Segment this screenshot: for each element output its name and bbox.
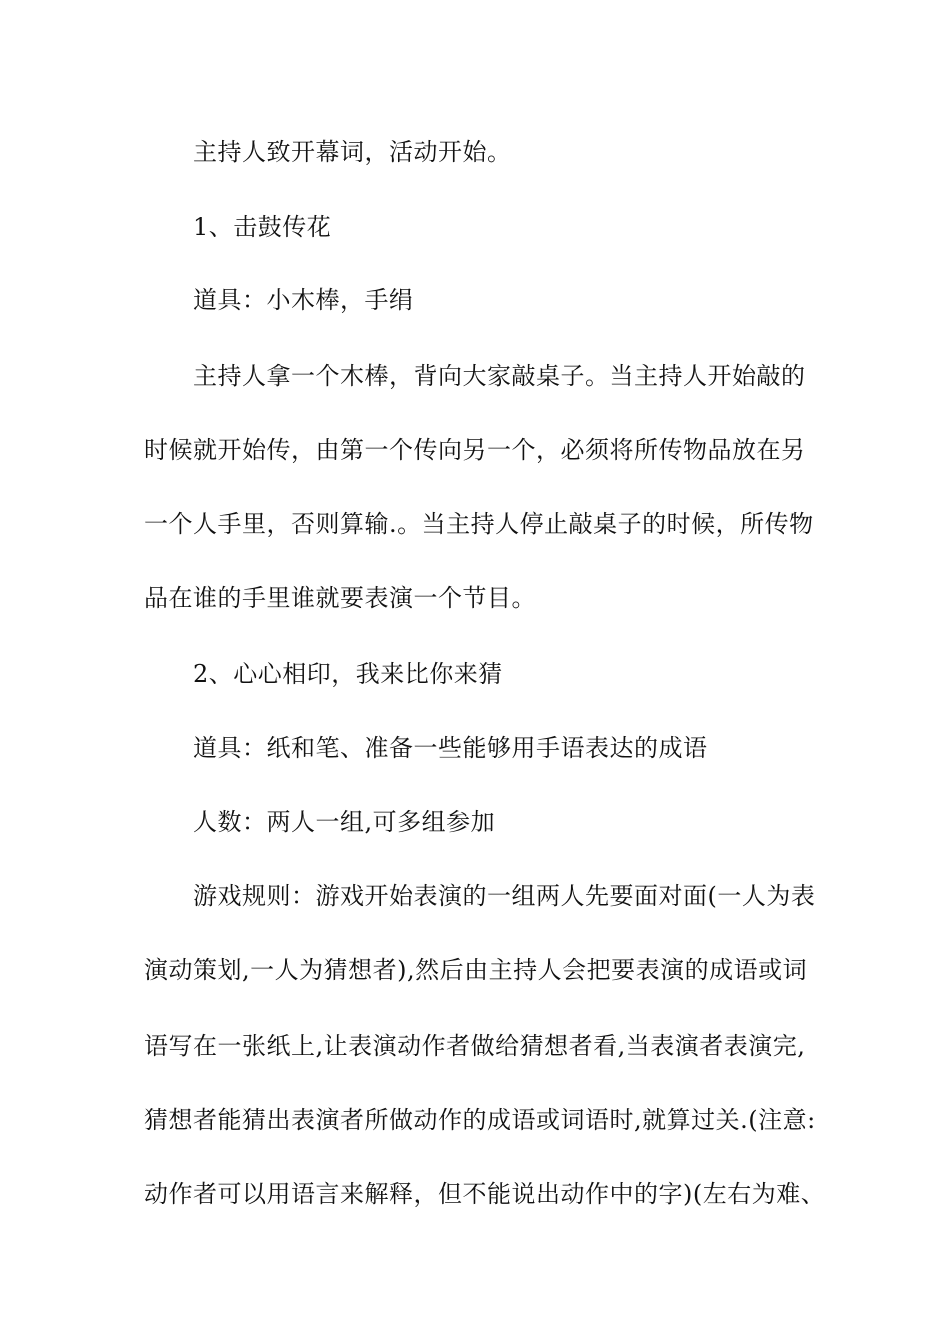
props-game-2: 道具：纸和笔、准备一些能够用手语表达的成语 <box>193 734 708 762</box>
heading-game-1: 1、击鼓传花 <box>193 213 332 241</box>
rules-game-2-line-4: 猜想者能猜出表演者所做动作的成语或词语时,就算过关.(注意: <box>144 1106 816 1134</box>
rules-game-2-line-1: 游戏规则：游戏开始表演的一组两人先要面对面(一人为表 <box>193 882 816 910</box>
players-game-2: 人数：两人一组,可多组参加 <box>193 808 496 836</box>
paragraph-game-1-line-3: 一个人手里，否则算输.。当主持人停止敲桌子的时候，所传物 <box>144 510 814 538</box>
rules-game-2-line-5: 动作者可以用语言来解释，但不能说出动作中的字)(左右为难、 <box>144 1180 826 1208</box>
rules-game-2-line-3: 语写在一张纸上,让表演动作者做给猜想者看,当表演者表演完, <box>144 1032 806 1060</box>
heading-game-2: 2、心心相印，我来比你来猜 <box>193 660 503 688</box>
paragraph-game-1-line-1: 主持人拿一个木棒，背向大家敲桌子。当主持人开始敲的 <box>193 362 806 390</box>
paragraph-game-1-line-2: 时候就开始传，由第一个传向另一个，必须将所传物品放在另 <box>144 436 806 464</box>
props-game-1: 道具：小木棒，手绢 <box>193 286 414 314</box>
rules-game-2-line-2: 演动策划,一人为猜想者),然后由主持人会把要表演的成语或词 <box>144 956 808 984</box>
paragraph-opening: 主持人致开幕词，活动开始。 <box>193 138 512 166</box>
paragraph-game-1-line-4: 品在谁的手里谁就要表演一个节目。 <box>144 584 536 612</box>
